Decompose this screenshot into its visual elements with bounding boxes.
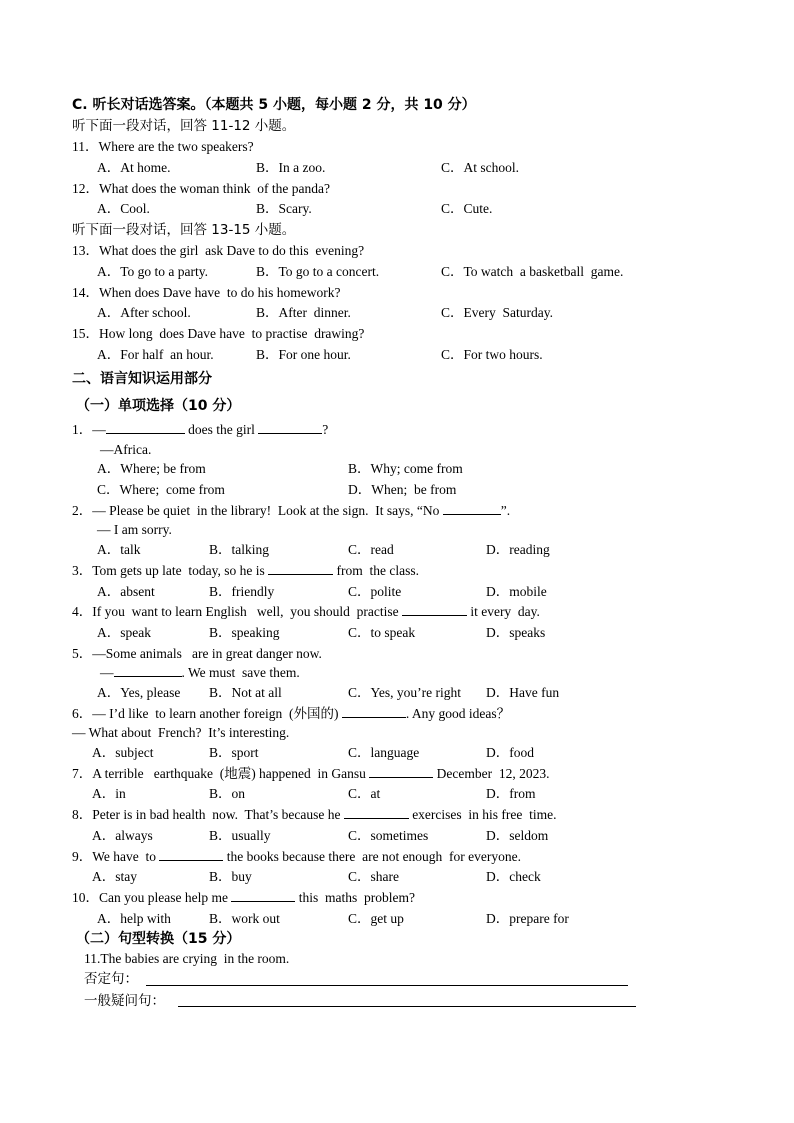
mc-q7-option-d[interactable]: D．from	[486, 786, 536, 801]
mc-q10-stem: 10．Can you please help me this maths problem?	[72, 890, 415, 905]
mc-q6-reply: — What about French? It’s interesting.	[72, 725, 290, 740]
mc-q8-stem: 8．Peter is in bad health now. That’s because he exercises in his free time.	[72, 807, 557, 822]
mc-q6-option-b[interactable]: B．sport	[209, 745, 259, 760]
q14-option-c[interactable]: C．Every Saturday.	[441, 305, 553, 320]
mc-q10-option-a[interactable]: A．help with	[97, 911, 171, 926]
mc-q3-blank[interactable]	[268, 563, 333, 575]
q15-option-b[interactable]: B．For one hour.	[256, 347, 351, 362]
mc-q8-option-b[interactable]: B．usually	[209, 828, 271, 843]
section-c-title: C. 听长对话选答案。（本题共 5 小题，每小题 2 分，共 10 分）	[72, 97, 476, 113]
q15-option-a[interactable]: A．For half an hour.	[97, 347, 214, 362]
mc-q6-blank[interactable]	[342, 706, 406, 718]
part-two-title: 二、语言知识运用部分	[72, 371, 212, 387]
section-c-intro-1: 听下面一段对话，回答 11-12 小题。	[72, 118, 296, 134]
q14-option-a[interactable]: A．After school.	[97, 305, 191, 320]
mc-q8-option-d[interactable]: D．seldom	[486, 828, 549, 843]
question-answer-line[interactable]	[178, 1006, 636, 1007]
mc-q3-option-d[interactable]: D．mobile	[486, 584, 547, 599]
q11-option-b[interactable]: B．In a zoo.	[256, 160, 326, 175]
q12-option-a[interactable]: A．Cool.	[97, 201, 150, 216]
mc-q3-stem: 3．Tom gets up late today, so he is from the class.	[72, 563, 420, 578]
q11-option-c[interactable]: C．At school.	[441, 160, 520, 175]
mc-q8-blank[interactable]	[344, 807, 409, 819]
q13-option-a[interactable]: A．To go to a party.	[97, 264, 209, 279]
q12-stem: 12．What does the woman think of the panda?	[72, 181, 330, 196]
mc-q1-option-b[interactable]: B．Why; come from	[348, 461, 463, 476]
mc-q2-option-d[interactable]: D．reading	[486, 542, 550, 557]
mc-q6-stem: 6．— I’d like to learn another foreign (外国的) . Any good ideas？	[72, 706, 511, 721]
q14-option-b[interactable]: B．After dinner.	[256, 305, 351, 320]
q13-option-c[interactable]: C．To watch a basketball game.	[441, 264, 624, 279]
mc-q1-blank-2[interactable]	[258, 422, 322, 434]
mc-q7-option-c[interactable]: C．at	[348, 786, 381, 801]
q13-stem: 13．What does the girl ask Dave to do this evening?	[72, 243, 365, 258]
mc-q3-option-a[interactable]: A．absent	[97, 584, 155, 599]
question-label: 一般疑问句：	[84, 993, 165, 1009]
mc-q7-option-a[interactable]: A．in	[92, 786, 126, 801]
mc-q4-option-d[interactable]: D．speaks	[486, 625, 546, 640]
mc-q7-option-b[interactable]: B．on	[209, 786, 246, 801]
mc-q9-option-d[interactable]: D．check	[486, 869, 541, 884]
mc-q5-option-a[interactable]: A．Yes, please	[97, 685, 181, 700]
negative-answer-line[interactable]	[146, 985, 628, 986]
mc-q1-option-d[interactable]: D．When; be from	[348, 482, 457, 497]
mc-q6-option-c[interactable]: C．language	[348, 745, 420, 760]
mc-q2-reply: — I am sorry.	[97, 522, 172, 537]
mc-q9-blank[interactable]	[159, 849, 223, 861]
mc-q2-blank[interactable]	[443, 503, 501, 515]
mc-q3-option-b[interactable]: B．friendly	[209, 584, 275, 599]
q12-option-b[interactable]: B．Scary.	[256, 201, 312, 216]
q12-option-c[interactable]: C．Cute.	[441, 201, 493, 216]
mc-q10-option-b[interactable]: B．work out	[209, 911, 280, 926]
mc-q2-stem: 2．— Please be quiet in the library! Look at the sign. It says, “No ”.	[72, 503, 511, 518]
mc-q5-reply: — . We must save them.	[100, 665, 300, 680]
mc-q1-option-a[interactable]: A．Where; be from	[97, 461, 206, 476]
single-choice-title: （一）单项选择（10 分）	[76, 398, 241, 414]
mc-q4-option-a[interactable]: A．speak	[97, 625, 151, 640]
transform-title: （二）句型转换（15 分）	[76, 931, 241, 947]
mc-q2-option-c[interactable]: C．read	[348, 542, 394, 557]
q15-option-c[interactable]: C．For two hours.	[441, 347, 543, 362]
mc-q9-stem: 9．We have to the books because there are not enough for everyone.	[72, 849, 522, 864]
q15-stem: 15．How long does Dave have to practise drawing?	[72, 326, 365, 341]
q14-stem: 14．When does Dave have to do his homework?	[72, 285, 341, 300]
transform-q11-stem: 11.The babies are crying in the room.	[84, 951, 290, 966]
mc-q1-stem: 1．— does the girl ?	[72, 422, 329, 437]
mc-q6-option-a[interactable]: A．subject	[92, 745, 154, 760]
q13-option-b[interactable]: B．To go to a concert.	[256, 264, 380, 279]
mc-q5-option-d[interactable]: D．Have fun	[486, 685, 560, 700]
q11-stem: 11．Where are the two speakers?	[72, 139, 254, 154]
mc-q7-blank[interactable]	[369, 766, 433, 778]
mc-q5-option-b[interactable]: B．Not at all	[209, 685, 282, 700]
mc-q5-stem: 5．—Some animals are in great danger now.	[72, 646, 322, 661]
mc-q4-blank[interactable]	[402, 604, 467, 616]
mc-q4-option-b[interactable]: B．speaking	[209, 625, 280, 640]
mc-q5-blank[interactable]	[114, 665, 182, 677]
mc-q1-blank-1[interactable]	[106, 422, 185, 434]
mc-q10-option-d[interactable]: D．prepare for	[486, 911, 569, 926]
mc-q1-option-c[interactable]: C．Where; come from	[97, 482, 225, 497]
mc-q8-option-c[interactable]: C．sometimes	[348, 828, 429, 843]
mc-q7-stem: 7．A terrible earthquake (地震) happened in Gansu December 12, 2023.	[72, 766, 550, 781]
mc-q1-reply: —Africa.	[100, 442, 152, 457]
mc-q8-option-a[interactable]: A．always	[92, 828, 153, 843]
mc-q2-option-b[interactable]: B．talking	[209, 542, 269, 557]
mc-q2-option-a[interactable]: A．talk	[97, 542, 141, 557]
mc-q5-option-c[interactable]: C．Yes, you’re right	[348, 685, 462, 700]
section-c-intro-2: 听下面一段对话，回答 13-15 小题。	[72, 222, 296, 238]
mc-q10-blank[interactable]	[231, 890, 295, 902]
mc-q4-stem: 4．If you want to learn English well, you should practise it every day.	[72, 604, 540, 619]
mc-q6-option-d[interactable]: D．food	[486, 745, 534, 760]
mc-q4-option-c[interactable]: C．to speak	[348, 625, 416, 640]
mc-q9-option-b[interactable]: B．buy	[209, 869, 252, 884]
q11-option-a[interactable]: A．At home.	[97, 160, 171, 175]
mc-q9-option-c[interactable]: C．share	[348, 869, 399, 884]
mc-q10-option-c[interactable]: C．get up	[348, 911, 404, 926]
mc-q3-option-c[interactable]: C．polite	[348, 584, 402, 599]
negative-label: 否定句：	[84, 971, 138, 987]
mc-q9-option-a[interactable]: A．stay	[92, 869, 137, 884]
